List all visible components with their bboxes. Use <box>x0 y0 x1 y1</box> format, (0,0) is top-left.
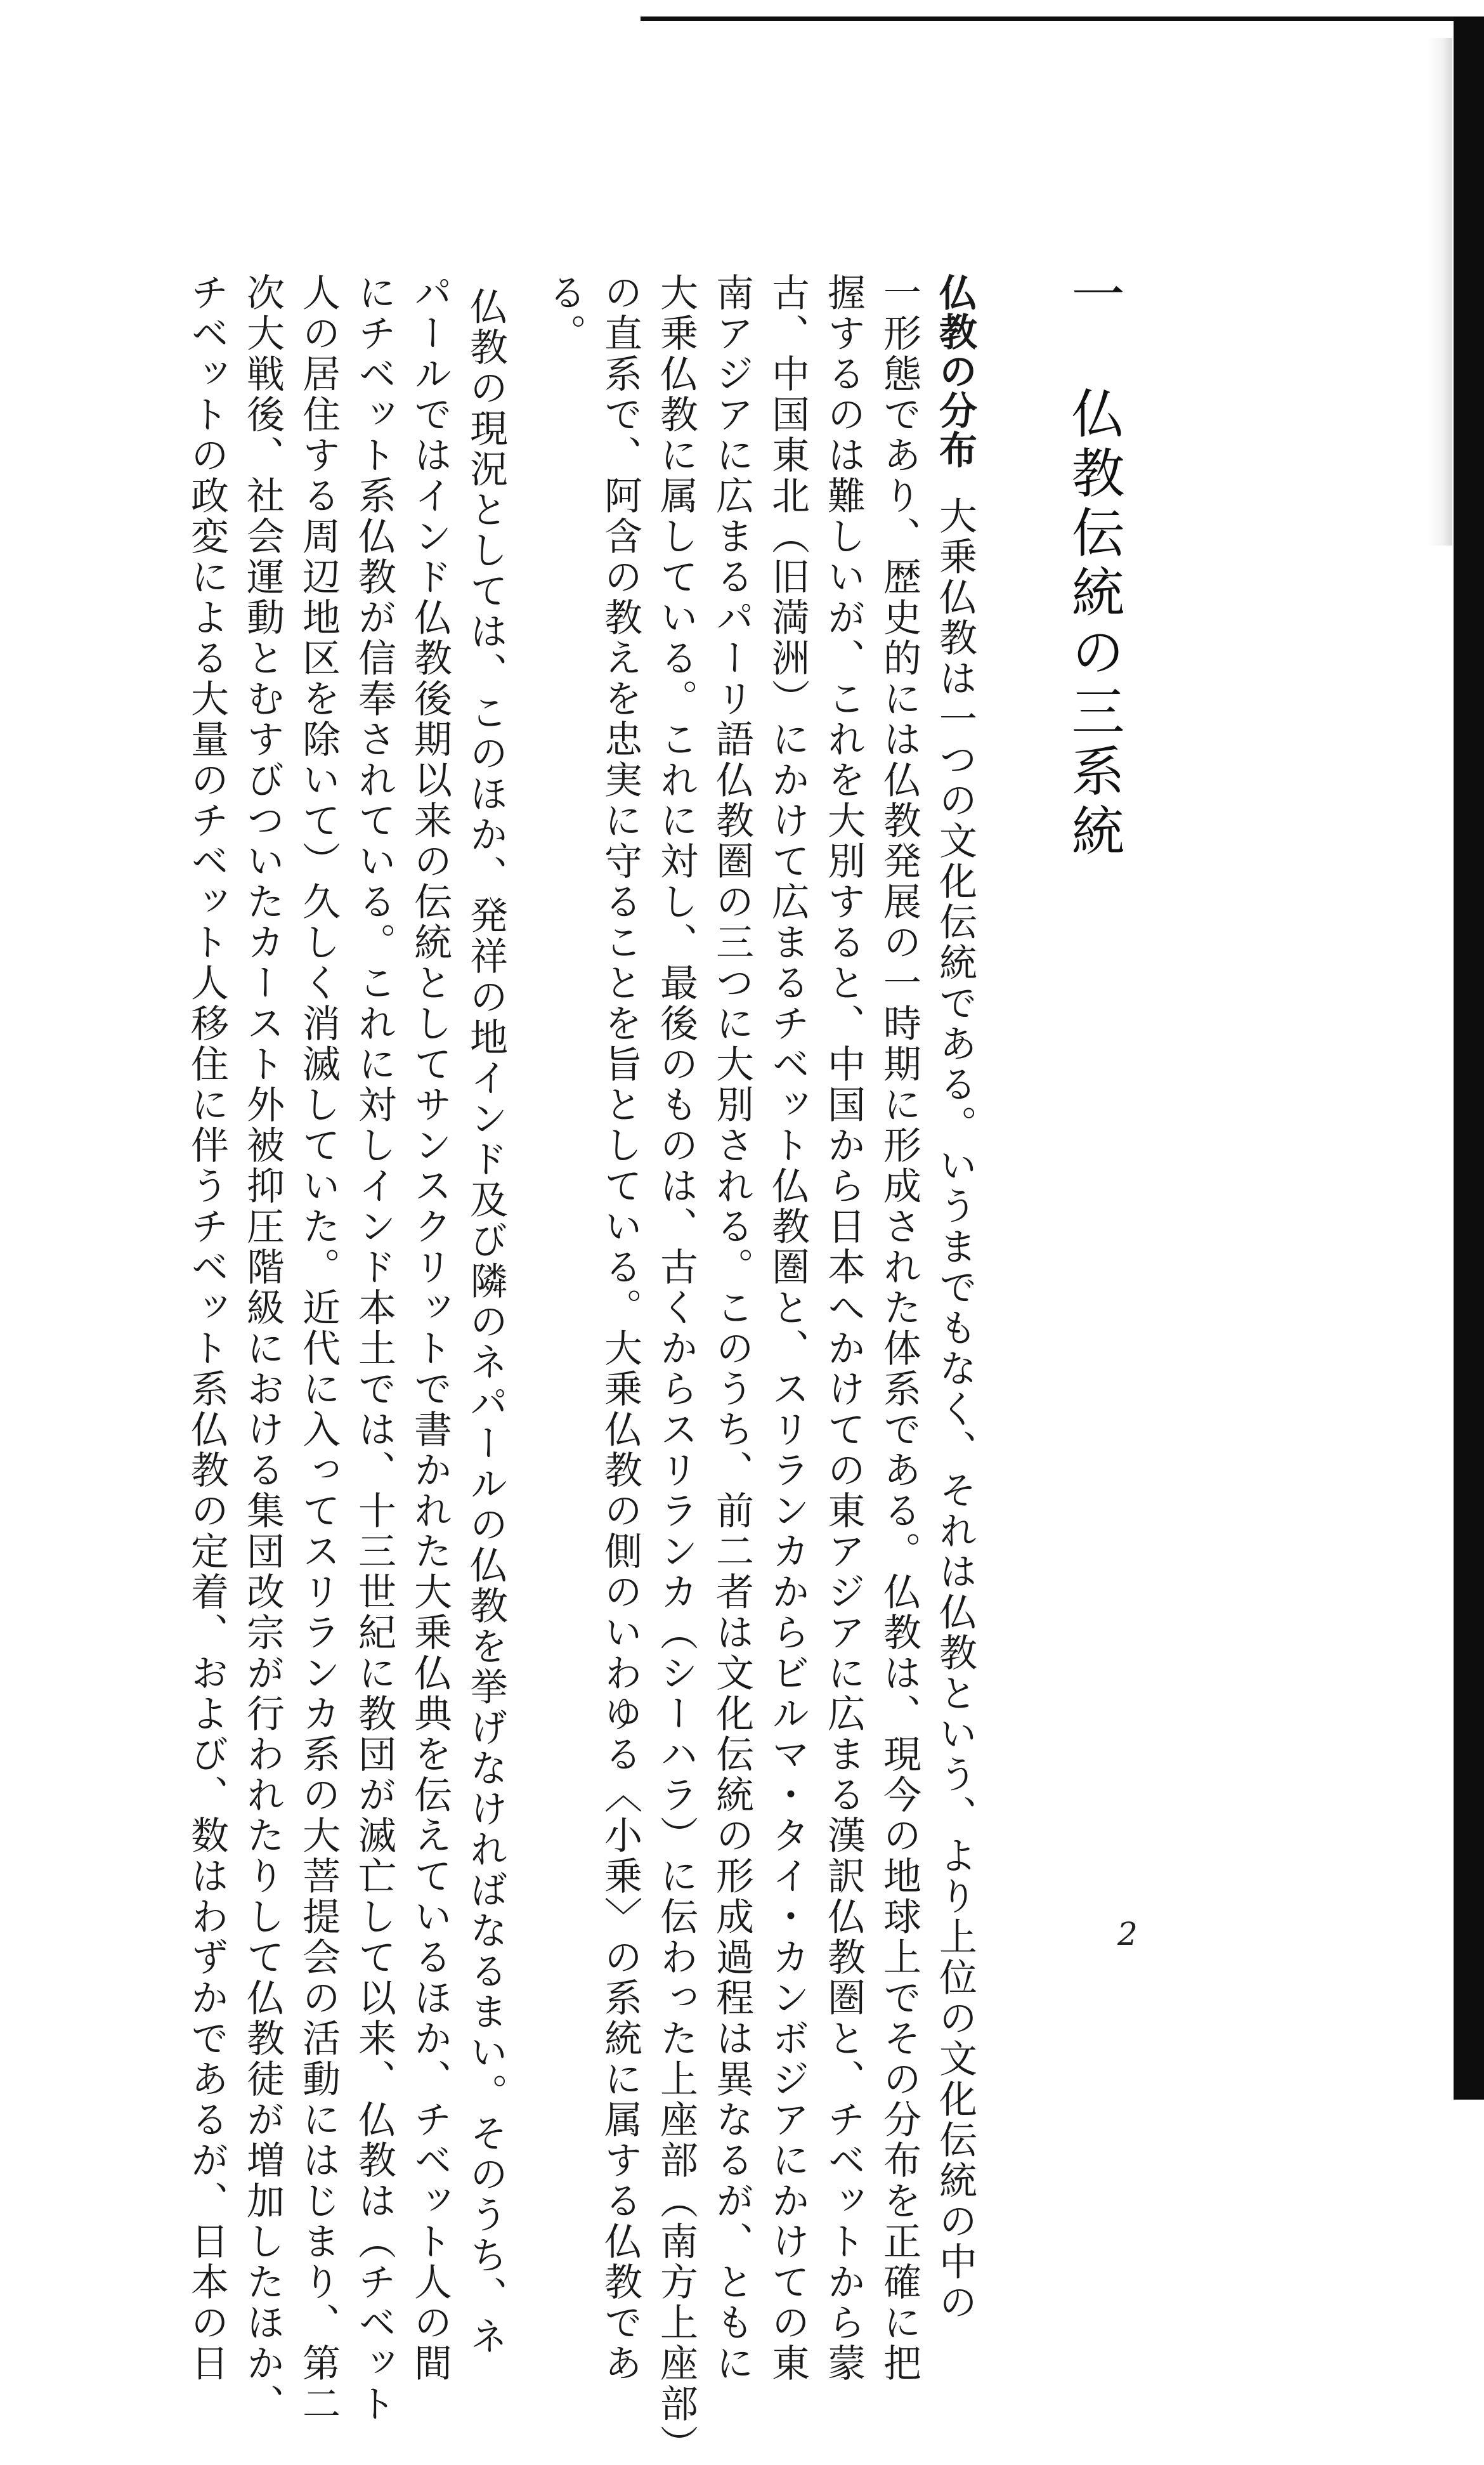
scan-top-border <box>641 16 1471 21</box>
text-column-12: 人の居住する周辺地区を除いて）久しく消滅していた。近代に入ってスリランカ系の大菩提会の活動にはじまり、第二 <box>296 273 341 2424</box>
text-column-2: 一形態であり、歴史的には仏教発展の一時期に形成された体系である。仏教は、現今の地球上でその分布を正確に把 <box>877 273 921 2384</box>
text-column-10: パールではインド仏教後期以来の伝統としてサンスクリットで書かれた大乗仏典を伝えているほか、チベット人の間 <box>408 273 452 2384</box>
chapter-title: 一 仏教伝統の三系統 <box>1063 266 1125 863</box>
text-column-1 <box>933 273 977 2323</box>
text-column-8: る。 <box>542 273 587 354</box>
column-text: 大乗仏教は一つの文化伝統である。いうまでもなく、それは仏教という、より上位の文化伝統の中の <box>933 496 977 2323</box>
page-number: 2 <box>1117 1916 1138 1952</box>
text-column-13: 次大戦後、社会運動とむすびついたカースト外被抑圧階級における集団改宗が行われたりして仏教徒が増加したほか、 <box>240 273 285 2424</box>
text-column-4: 古、中国東北（旧満洲）にかけて広まるチベット仏教圏と、スリランカからビルマ・タイ・カンボジアにかけての東 <box>765 273 810 2384</box>
section-heading: 仏教の分布 <box>933 273 977 469</box>
text-column-9 <box>464 249 508 2357</box>
text-column-14: チベットの政変による大量のチベット人移住に伴うチベット系仏教の定着、および、数はわずかであるが、日本の日 <box>185 273 229 2384</box>
scan-right-border <box>1454 16 1484 2100</box>
text-column-3: 握するのは難しいが、これを大別すると、中国から日本へかけての東アジアに広まる漢訳仏教圏と、チベットから蒙 <box>821 273 866 2384</box>
text-column-5: 南アジアに広まるパーリ語仏教圏の三つに大別される。このうち、前二者は文化伝統の形成過程は異なるが、ともに <box>710 273 754 2384</box>
column-text: 仏教の現況としては、このほか、発祥の地インド及び隣のネパールの仏教を挙げなければなるまい。そのうち、ネ <box>464 287 508 2357</box>
text-column-6: 大乗仏教に属している。これに対し、最後のものは、古くからスリランカ（シーハラ）に伝わった上座部（南方上座部） <box>654 273 698 2465</box>
text-column-7: の直系で、阿含の教えを忠実に守ることを旨としている。大乗仏教の側のいわゆる〈小乗〉の系統に属する仏教であ <box>598 273 642 2384</box>
text-column-11: にチベット系仏教が信奉されている。これに対しインド本土では、十三世紀に教団が滅亡して以来、仏教は（チベット <box>352 273 396 2424</box>
scan-shadow <box>1427 38 1452 546</box>
